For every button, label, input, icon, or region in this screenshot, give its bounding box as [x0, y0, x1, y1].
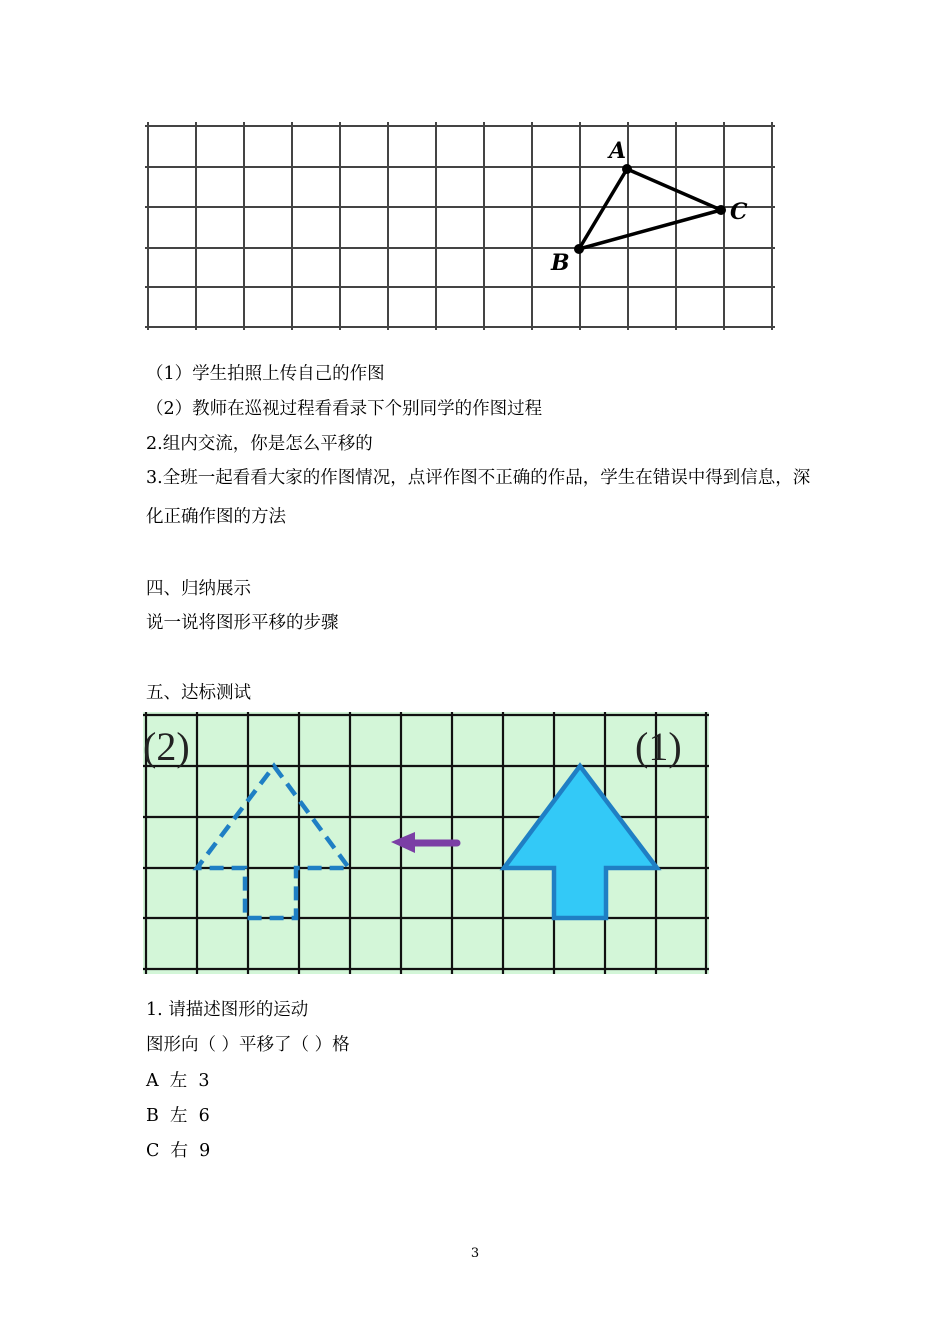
label-shape-1: (1)	[635, 724, 682, 769]
triangle-grid-figure	[143, 122, 779, 332]
label-a: A	[609, 138, 627, 164]
text-paragraph-4: 3.全班一起看看大家的作图情况，点评作图不正确的作品，学生在错误中得到信息，深化正确作图的方法	[146, 468, 811, 527]
text-line-1: （1）学生拍照上传自己的作图	[146, 364, 385, 384]
page-number: 3	[470, 1246, 480, 1261]
point-c-dot	[716, 205, 726, 215]
option-c: C 右 9	[146, 1141, 211, 1161]
text-line-2: （2）教师在巡视过程看看录下个别同学的作图过程	[146, 399, 543, 419]
option-b: B 左 6	[146, 1106, 210, 1126]
question-prompt: 图形向（ ）平移了（ ）格	[146, 1035, 350, 1055]
section-heading-summary: 四、归纳展示	[146, 579, 251, 599]
question-title: 1. 请描述图形的运动	[146, 1000, 309, 1020]
translation-arrow-figure	[143, 712, 709, 974]
triangle-abc	[574, 164, 726, 254]
label-c: C	[730, 199, 748, 225]
option-a: A 左 3	[146, 1071, 210, 1091]
section-heading-test: 五、达标测试	[146, 683, 251, 703]
label-b: B	[551, 250, 570, 276]
grid-lines	[145, 122, 775, 330]
label-shape-2: (2)	[143, 724, 190, 769]
point-b-dot	[574, 244, 584, 254]
text-line-3: 2.组内交流，你是怎么平移的	[146, 434, 373, 454]
text-line-steps: 说一说将图形平移的步骤	[146, 613, 339, 633]
point-a-dot	[622, 164, 632, 174]
